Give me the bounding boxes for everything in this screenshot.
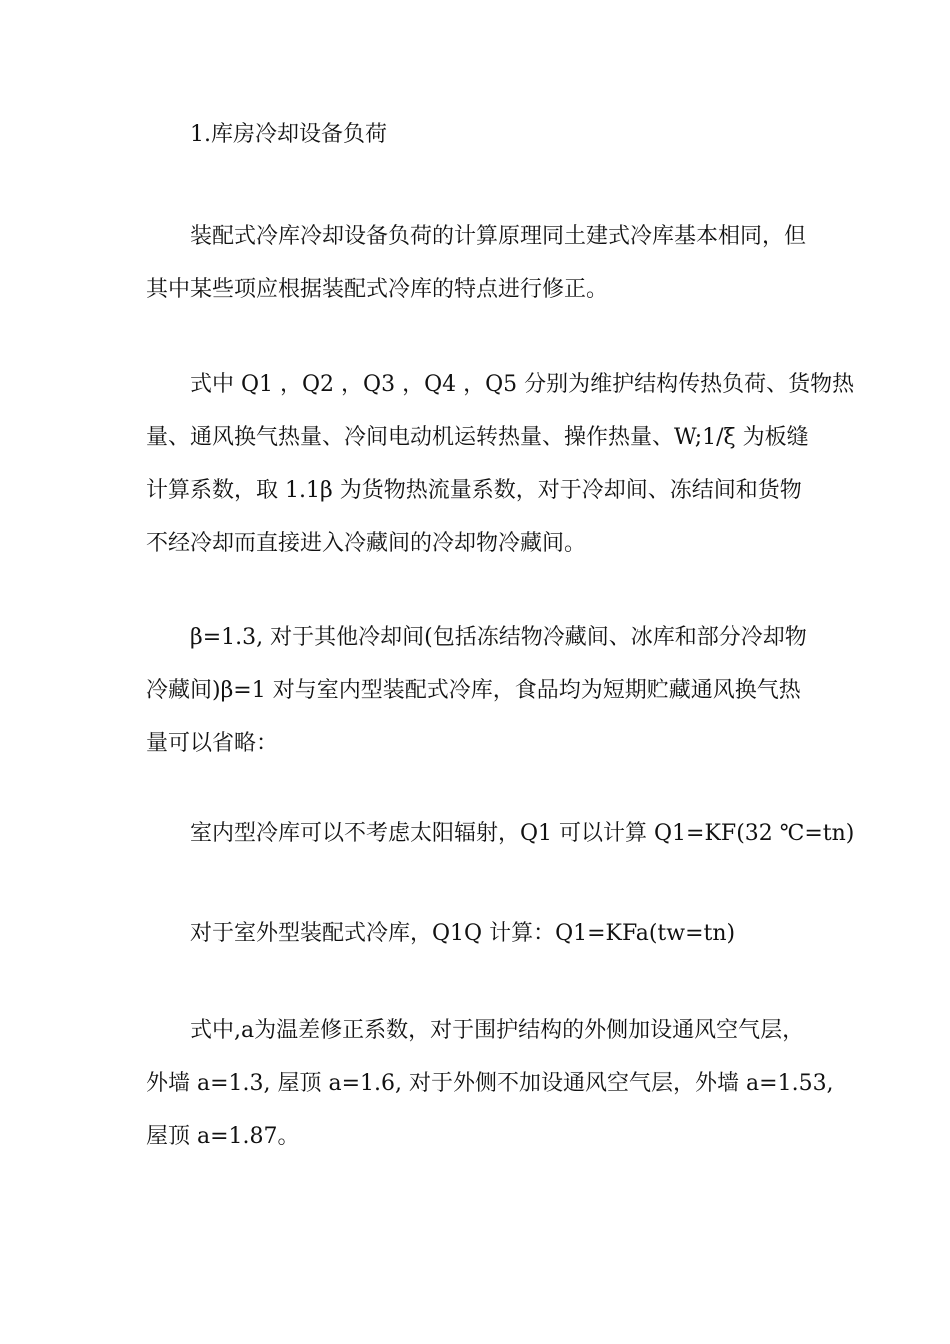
paragraph-line: 外墙 a=1.3, 屋顶 a=1.6, 对于外侧不加设通风空气层，外墙 a=1.53, — [146, 1071, 834, 1096]
paragraph-line: 其中某些项应根据装配式冷库的特点进行修正。 — [146, 277, 609, 302]
paragraph-line: 屋顶 a=1.87。 — [146, 1124, 300, 1149]
paragraph-1 — [146, 210, 818, 316]
section-heading: 1.库房冷却设备负荷 — [190, 122, 387, 147]
paragraph-6 — [146, 1004, 834, 1163]
paragraph-line: 量、通风换气热量、冷间电动机运转热量、操作热量、W;1/ξ 为板缝 — [146, 425, 809, 450]
paragraph-line: 冷藏间)β=1 对与室内型装配式冷库，食品均为短期贮藏通风换气热 — [146, 678, 801, 703]
paragraph-line: 对于室外型装配式冷库，Q1Q 计算：Q1=KFa(tw=tn) — [190, 921, 736, 946]
paragraph-line: 量可以省略： — [146, 731, 279, 756]
paragraph-line: β=1.3, 对于其他冷却间(包括冻结物冷藏间、冰库和部分冷却物 — [190, 625, 807, 650]
paragraph-2 — [146, 358, 855, 570]
paragraph-line: 计算系数，取 1.1β 为货物热流量系数，对于冷却间、冻结间和货物 — [146, 478, 802, 503]
paragraph-line: 室内型冷库可以不考虑太阳辐射，Q1 可以计算 Q1=KF(32 ℃=tn) — [190, 821, 855, 846]
paragraph-line: 不经冷却而直接进入冷藏间的冷却物冷藏间。 — [146, 531, 587, 556]
paragraph-5 — [146, 907, 818, 960]
paragraph-line: 装配式冷库冷却设备负荷的计算原理同土建式冷库基本相同，但 — [190, 224, 807, 249]
paragraph-3 — [146, 611, 818, 770]
paragraph-line: 式中 Q1 ，Q2 ，Q3 ，Q4 ，Q5 分别为维护结构传热负荷、货物热 — [190, 372, 855, 397]
paragraph-4 — [146, 807, 855, 860]
paragraph-line: 式中,a为温差修正系数，对于围护结构的外侧加设通风空气层， — [190, 1018, 805, 1043]
